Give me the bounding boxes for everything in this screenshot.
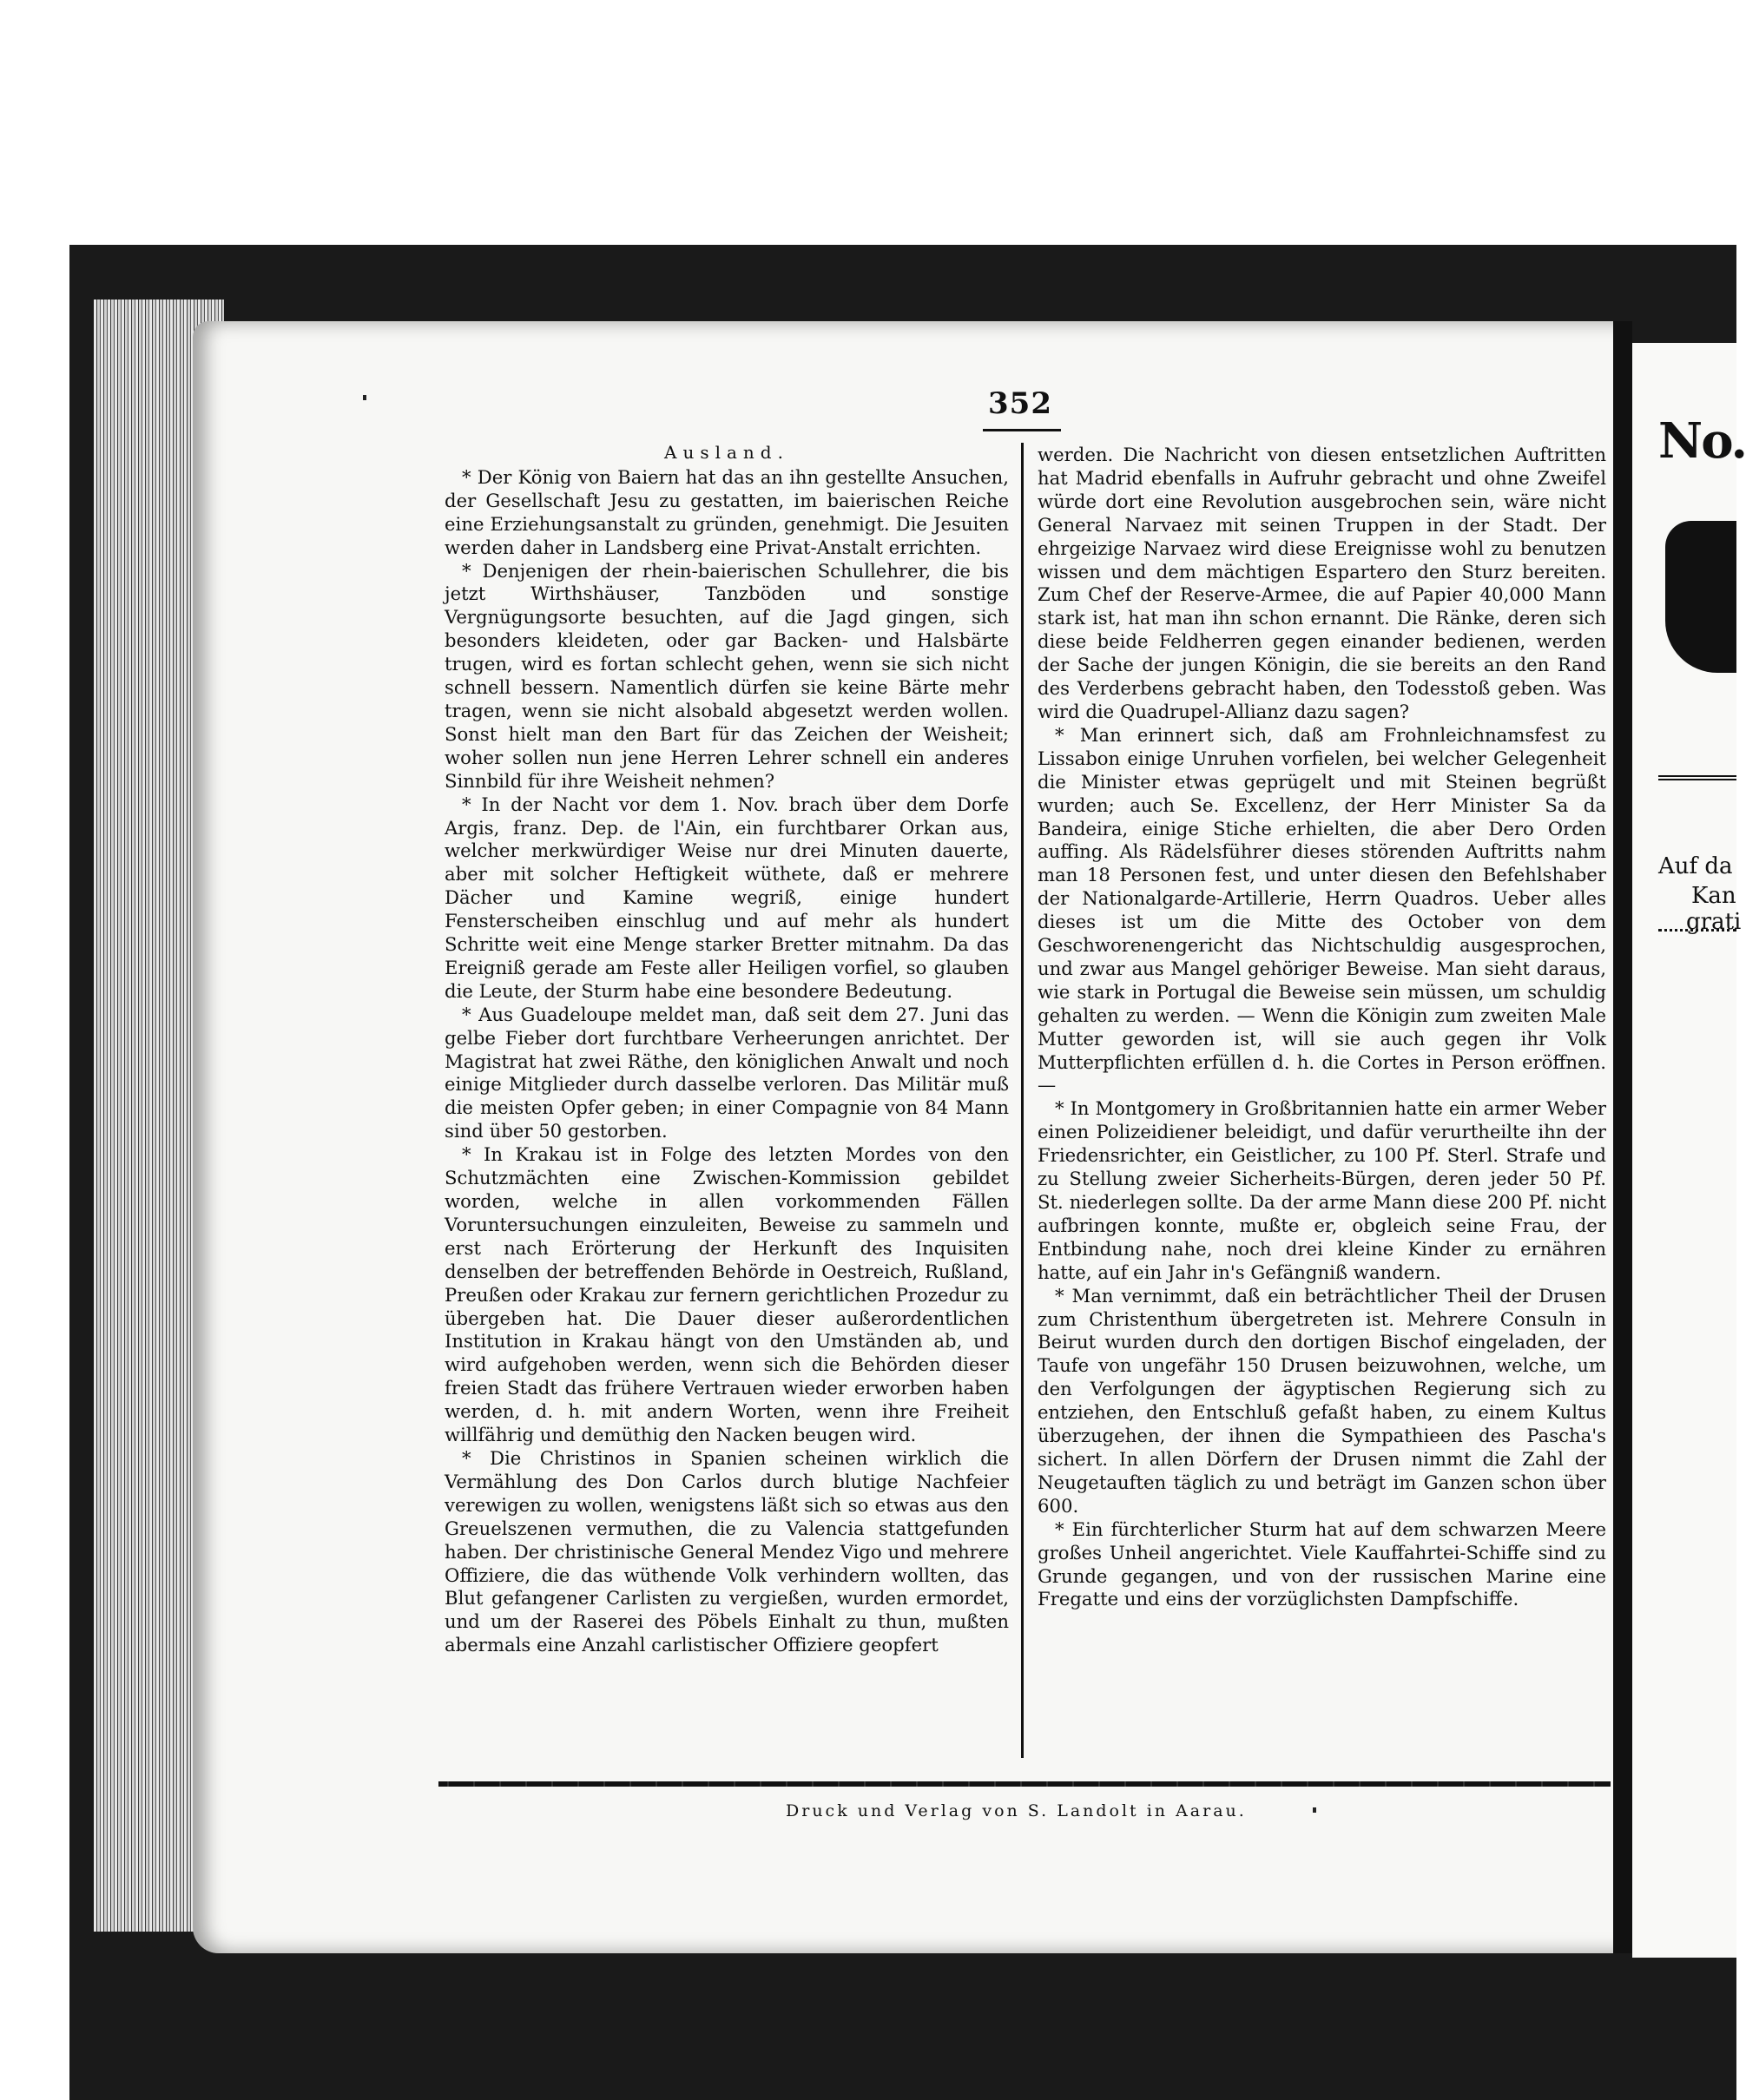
article-paragraph: * Ein fürchterlicher Sturm hat auf dem schwarzen Meere großes Unheil angerichtet. Viele Kauffahrtei-Schiffe sind zu Grunde gegangen, und von der russischen Marine eine Fregatte und eins der vorzüglichsten Dampfschiffe. [1038,1517,1606,1610]
article-paragraph: * In Krakau ist in Folge des letzten Mordes von den Schutzmächten eine Zwischen-Kommission gebildet worden, welche in allen vorkommenden Fällen Voruntersuchungen einzuleiten, Beweise zu sammeln und erst nach Erörterung der Herkunft des Inquisiten denselben der betreffenden Behörde in Oestreich, Rußland, Preußen oder Krakau zur fernern gerichtlichen Prozedur zu übergeben hat. Die Dauer dieser außerordentlichen Institution in Krakau hängt von den Umständen ab, und wird aufgehoben werden, wenn sich die Behörden dieser freien Stadt das frühere Vertrauen wieder erworben haben werden, d. h. mit andern Worten, wenn ihre Freiheit willfährig und demüthig den Nacken beugen wird. [445,1143,1009,1446]
page-number-underline [983,429,1061,431]
left-text-column [445,441,1009,1657]
adjacent-double-rule [1658,775,1736,780]
adjacent-page-number-label: No. [1658,412,1746,470]
article-paragraph: * Die Christinos in Spanien scheinen wirklich die Vermählung des Don Carlos durch blutige Nachfeier verewigen zu wollen, wenigstens läßt sich so etwas aus den Greuelszenen vermuthen, die zu Valencia stattgefunden haben. Der christinische General Mendez Vigo und mehrere Offiziere, die das wüthende Volk verhindern wollten, das Blut gefangener Carlisten zu vergießen, wurden ermordet, und um der Raserei des Pöbels Einhalt zu thun, mußten abermals eine Anzahl carlistischer Offiziere geopfert [445,1446,1009,1656]
adjacent-text-line: grati [1686,909,1742,935]
article-paragraph: * Der König von Baiern hat das an ihn gestellte Ansuchen, der Gesellschaft Jesu zu gestatten, im baierischen Reiche eine Erziehungsanstalt zu gründen, genehmigt. Die Jesuiten werden daher in Landsberg eine Privat-Anstalt errichten. [445,465,1009,558]
right-text-column [1038,444,1606,1611]
adjacent-text-line: Auf da [1658,853,1733,879]
book-gutter [1613,321,1632,1953]
article-paragraph: * Man erinnert sich, daß am Frohnleichnamsfest zu Lissabon einige Unruhen vorfielen, bei welcher Gelegenheit die Minister etwas geprügelt und mit Steinen begrüßt wurden; auch Se. Excellenz, der Herr Minister Sa da Bandeira, einige Stiche erhielten, die aber Dero Orden auffing. Als Rädelsführer dieses störenden Auftritts nahm man 18 Personen fest, und unter diesen den Befehlshaber der Nationalgarde-Artillerie, Herrn Quadros. Ueber alles dieses ist um die Mitte des October von dem Geschworenengericht das Nichtschuldig ausgesprochen, und zwar aus Mangel gehöriger Beweise. Man sieht daraus, wie stark in Portugal die Beweise sein müssen, um schuldig gehalten zu werden. — Wenn die Königin zum zweiten Male Mutter geworden ist, will sie auch gegen ihr Volk Mutterpflichten erfüllen d. h. die Cortes in Person eröffnen. — [1038,723,1606,1096]
scan-speck [363,395,366,400]
printer-imprint: Druck und Verlag von S. Landolt in Aarau. [786,1801,1247,1820]
article-paragraph-continued: werden. Die Nachricht von diesen entsetzlichen Auftritten hat Madrid ebenfalls in Aufruhr gebracht und ohne Zweifel würde dort eine Revolution ausgebrochen sein, wäre nicht General Narvaez mit seinen Truppen in der Stadt. Der ehrgeizige Narvaez wird diese Ereignisse wohl zu benutzen wissen und dem mächtigen Espartero den Sturz bereiten. Zum Chef der Reserve-Armee, die auf Papier 40,000 Mann stark ist, hat man ihn schon ernannt. Die Ränke, deren sich diese beide Feldherren gegen einander bedienen, werden der Sache der jungen Königin, die sie bereits an den Rand des Verderbens gebracht haben, den Todesstoß geben. Was wird die Quadrupel-Allianz dazu sagen? [1038,444,1606,722]
adjacent-page-fragment [1632,343,1746,1958]
article-paragraph: * Aus Guadeloupe meldet man, daß seit dem 27. Juni das gelbe Fieber dort furchtbare Verheerungen anrichtet. Der Magistrat hat zwei Räthe, den königlichen Anwalt und noch einige Mitglieder durch dasselbe verloren. Das Militär muß die meisten Opfer geben; in einer Compagnie von 84 Mann sind über 50 gestorben. [445,1003,1009,1142]
article-paragraph: * In der Nacht vor dem 1. Nov. brach über dem Dorfe Argis, franz. Dep. de l'Ain, ein furchtbarer Orkan aus, welcher merkwürdiger Weise nur drei Minuten dauerte, aber mit solcher Heftigkeit wüthete, daß er mehrere Dächer und Kamine wegriß, einige hundert Fensterscheiben einschlug und auf mehr als hundert Schritte weit eine Menge starker Bretter mitnahm. Da das Ereigniß gerade am Feste aller Heiligen vorfiel, so glauben die Leute, der Sturm habe eine besondere Bedeutung. [445,793,1009,1002]
section-heading: Ausland. [664,442,789,463]
page-number: 352 [988,386,1052,421]
article-paragraph: * In Montgomery in Großbritannien hatte ein armer Weber einen Polizeidiener beleidigt, und dafür verurtheilte ihn der Friedensrichter, ein Geistlicher, zu 100 Pf. Sterl. Strafe und zu Stellung zweier Sicherheits-Bürgen, deren jeder 50 Pf. St. niederlegen sollte. Da der arme Mann diese 200 Pf. nicht aufbringen konnte, mußte er, obgleich seine Frau, der Entbindung nahe, noch drei kleine Kinder zu ernähren hatte, auf ein Jahr in's Gefängniß wandern. [1038,1097,1606,1283]
article-paragraph: * Denjenigen der rhein-baierischen Schullehrer, die bis jetzt Wirthshäuser, Tanzböden und sonstige Vergnügungsorte besuchten, auf die Jagd gingen, sich besonders kleideten, oder gar Backen- und Halsbärte trugen, wird es fortan schlecht gehen, wenn sie sich nicht schnell bessern. Namentlich dürfen sie keine Bärte mehr tragen, wenn sie nicht alsobald abgesetzt werden wollen. Sonst hielt man den Bart für das Zeichen der Weisheit; woher sollen nun jene Herren Lehrer schnell ein anderes Sinnbild für ihre Weisheit nehmen? [445,559,1009,792]
scan-speck [1313,1807,1316,1813]
decorative-initial-fragment [1665,521,1736,673]
column-divider [1021,443,1024,1758]
article-paragraph: * Man vernimmt, daß ein beträchtlicher Theil der Drusen zum Christenthum übergetreten ist. Mehrere Consuln in Beirut wurden durch den dortigen Bischof eingeladen, der Taufe von ungefähr 150 Drusen beizuwohnen, welche, um den Verfolgungen der ägyptischen Regierung sich zu entziehen, den Entschluß gefaßt haben, zu einem Kultus überzugehen, der ihnen die Sympathieen des Pascha's sichert. In allen Dörfern der Drusen nimmt die Zahl der Neugetauften täglich zu und beträgt im Ganzen schon über 600. [1038,1284,1606,1517]
adjacent-text-line: Kan [1691,883,1736,909]
adjacent-dotted-rule [1658,929,1736,932]
footer-rule [438,1781,1611,1787]
